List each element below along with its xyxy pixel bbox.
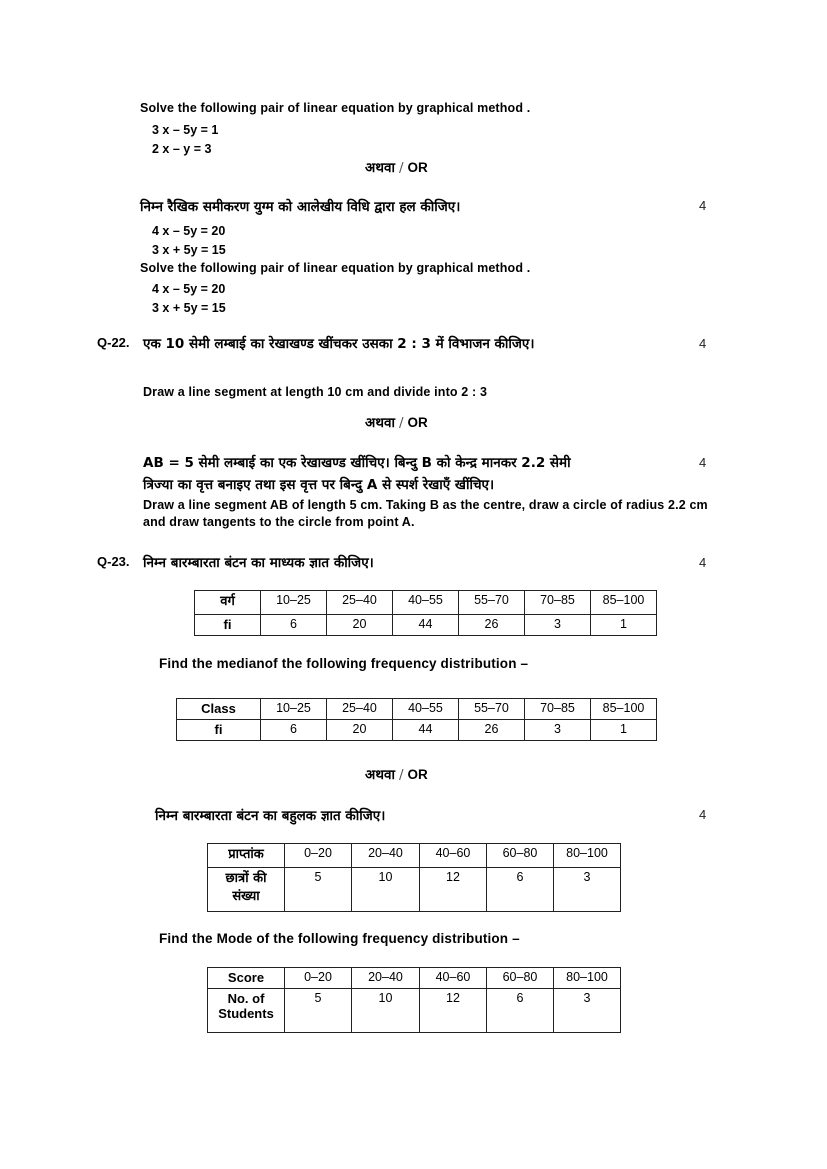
cell-class-1: 20–40 [352, 844, 420, 868]
row-label-fi: fi [177, 720, 261, 741]
q23-alt-hindi-text: निम्न बारम्बारता बंटन का बहुलक ज्ञात कीजिए। [155, 808, 386, 824]
or-hindi-label: अथवा [365, 415, 395, 431]
table-mode-english [207, 967, 621, 1033]
cell-class-2: 40–60 [420, 844, 487, 868]
q22-english-text: Draw a line segment at length 10 cm and divide into 2 : 3 [143, 385, 488, 399]
q22-alt-english-line2: and draw tangents to the circle from point A. [143, 515, 415, 529]
q21-marks: 4 [699, 198, 707, 213]
cell-class-2: 40–55 [393, 591, 459, 615]
row-label-class: Class [177, 699, 261, 720]
cell-freq-2: 12 [420, 868, 487, 912]
cell-freq-4: 3 [525, 720, 591, 741]
row-label-fi: fi [195, 615, 261, 636]
cell-freq-0: 5 [285, 868, 352, 912]
cell-class-2: 40–60 [420, 968, 487, 989]
cell-class-0: 0–20 [285, 968, 352, 989]
cell-freq-5: 1 [591, 720, 657, 741]
q21-equation-2b: 3 x + 5y = 15 [152, 243, 226, 257]
cell-class-1: 20–40 [352, 968, 420, 989]
cell-freq-3: 6 [487, 989, 554, 1033]
cell-freq-2: 44 [393, 720, 459, 741]
cell-freq-3: 26 [459, 720, 525, 741]
cell-class-4: 80–100 [554, 968, 621, 989]
cell-freq-1: 20 [327, 615, 393, 636]
cell-class-4: 80–100 [554, 844, 621, 868]
cell-class-5: 85–100 [591, 699, 657, 720]
row-label-students: छात्रों की संख्या [208, 868, 285, 912]
table-median-english [176, 698, 657, 741]
cell-freq-2: 12 [420, 989, 487, 1033]
cell-freq-0: 5 [285, 989, 352, 1033]
q23-alt-english-text: Find the Mode of the following frequency distribution – [159, 931, 520, 946]
cell-class-1: 25–40 [327, 591, 393, 615]
q22-alt-hindi-line1: AB = 5 सेमी लम्बाई का एक रेखाखण्ड खींचिए। बिन्दु B को केन्द्र मानकर 2.2 सेमी [143, 455, 571, 471]
cell-freq-5: 1 [591, 615, 657, 636]
table-row [195, 591, 657, 615]
table-row [208, 989, 621, 1033]
cell-class-3: 60–80 [487, 968, 554, 989]
cell-freq-3: 26 [459, 615, 525, 636]
q22-alt-marks: 4 [699, 455, 707, 470]
cell-class-4: 70–85 [525, 591, 591, 615]
cell-freq-4: 3 [554, 989, 621, 1033]
q21-equation-2a: 4 x – 5y = 20 [152, 224, 226, 238]
q22-alt-hindi-line2: त्रिज्या का वृत्त बनाइए तथा इस वृत्त पर बिन्दु A से स्पर्श रेखाएँ खींचिए। [143, 477, 495, 493]
cell-class-1: 25–40 [327, 699, 393, 720]
cell-freq-0: 6 [261, 720, 327, 741]
table-mode-hindi [207, 843, 621, 912]
cell-class-3: 55–70 [459, 591, 525, 615]
table-row [208, 868, 621, 912]
cell-class-0: 10–25 [261, 591, 327, 615]
cell-class-0: 0–20 [285, 844, 352, 868]
cell-class-0: 10–25 [261, 699, 327, 720]
cell-class-2: 40–55 [393, 699, 459, 720]
cell-freq-2: 44 [393, 615, 459, 636]
q21-english-prompt-1: Solve the following pair of linear equation by graphical method . [140, 101, 531, 115]
q23-hindi-text: निम्न बारम्बारता बंटन का माध्यक ज्ञात कीजिए। [143, 555, 374, 571]
cell-freq-4: 3 [525, 615, 591, 636]
table-row [208, 844, 621, 868]
or-hindi-label: अथवा [365, 160, 395, 176]
cell-freq-0: 6 [261, 615, 327, 636]
cell-freq-1: 20 [327, 720, 393, 741]
row-label-students: No. of Students [208, 989, 285, 1033]
cell-freq-1: 10 [352, 989, 420, 1033]
table-row [208, 968, 621, 989]
or-english-label: OR [407, 767, 428, 782]
cell-class-4: 70–85 [525, 699, 591, 720]
cell-class-3: 60–80 [487, 844, 554, 868]
table-row [177, 699, 657, 720]
q22-hindi-text: एक 10 सेमी लम्बाई का रेखाखण्ड खींचकर उसका 2 : 3 में विभाजन कीजिए। [143, 336, 535, 352]
q21-english-prompt-2: Solve the following pair of linear equation by graphical method . [140, 261, 531, 275]
or-separator-3 [365, 765, 428, 783]
table-row [177, 720, 657, 741]
table-row [195, 615, 657, 636]
q23-english-text: Find the medianof the following frequency distribution – [159, 656, 529, 671]
or-separator-1 [365, 158, 428, 176]
q23-number: Q-23. [97, 554, 130, 569]
or-slash: / [398, 415, 404, 431]
q21-equation-1b: 2 x – y = 3 [152, 142, 212, 156]
q21-equation-1a: 3 x – 5y = 1 [152, 123, 219, 137]
or-separator-2 [365, 413, 428, 431]
table-median-hindi [194, 590, 657, 636]
q22-marks: 4 [699, 336, 707, 351]
or-slash: / [398, 767, 404, 783]
cell-freq-4: 3 [554, 868, 621, 912]
or-english-label: OR [407, 415, 428, 430]
q22-alt-english-line1: Draw a line segment AB of length 5 cm. Taking B as the centre, draw a circle of radius 2.2 cm [143, 498, 708, 512]
or-slash: / [398, 160, 404, 176]
or-hindi-label: अथवा [365, 767, 395, 783]
q23-alt-marks: 4 [699, 807, 707, 822]
cell-freq-1: 10 [352, 868, 420, 912]
cell-class-3: 55–70 [459, 699, 525, 720]
q21-hindi-prompt: निम्न रैखिक समीकरण युग्म को आलेखीय विधि द्वारा हल कीजिए। [140, 199, 461, 215]
row-label-class: वर्ग [195, 591, 261, 615]
row-label-score: प्राप्तांक [208, 844, 285, 868]
q23-marks: 4 [699, 555, 707, 570]
cell-class-5: 85–100 [591, 591, 657, 615]
cell-freq-3: 6 [487, 868, 554, 912]
q22-number: Q-22. [97, 335, 130, 350]
or-english-label: OR [407, 160, 428, 175]
row-label-score: Score [208, 968, 285, 989]
q21-equation-3a: 4 x – 5y = 20 [152, 282, 226, 296]
q21-equation-3b: 3 x + 5y = 15 [152, 301, 226, 315]
